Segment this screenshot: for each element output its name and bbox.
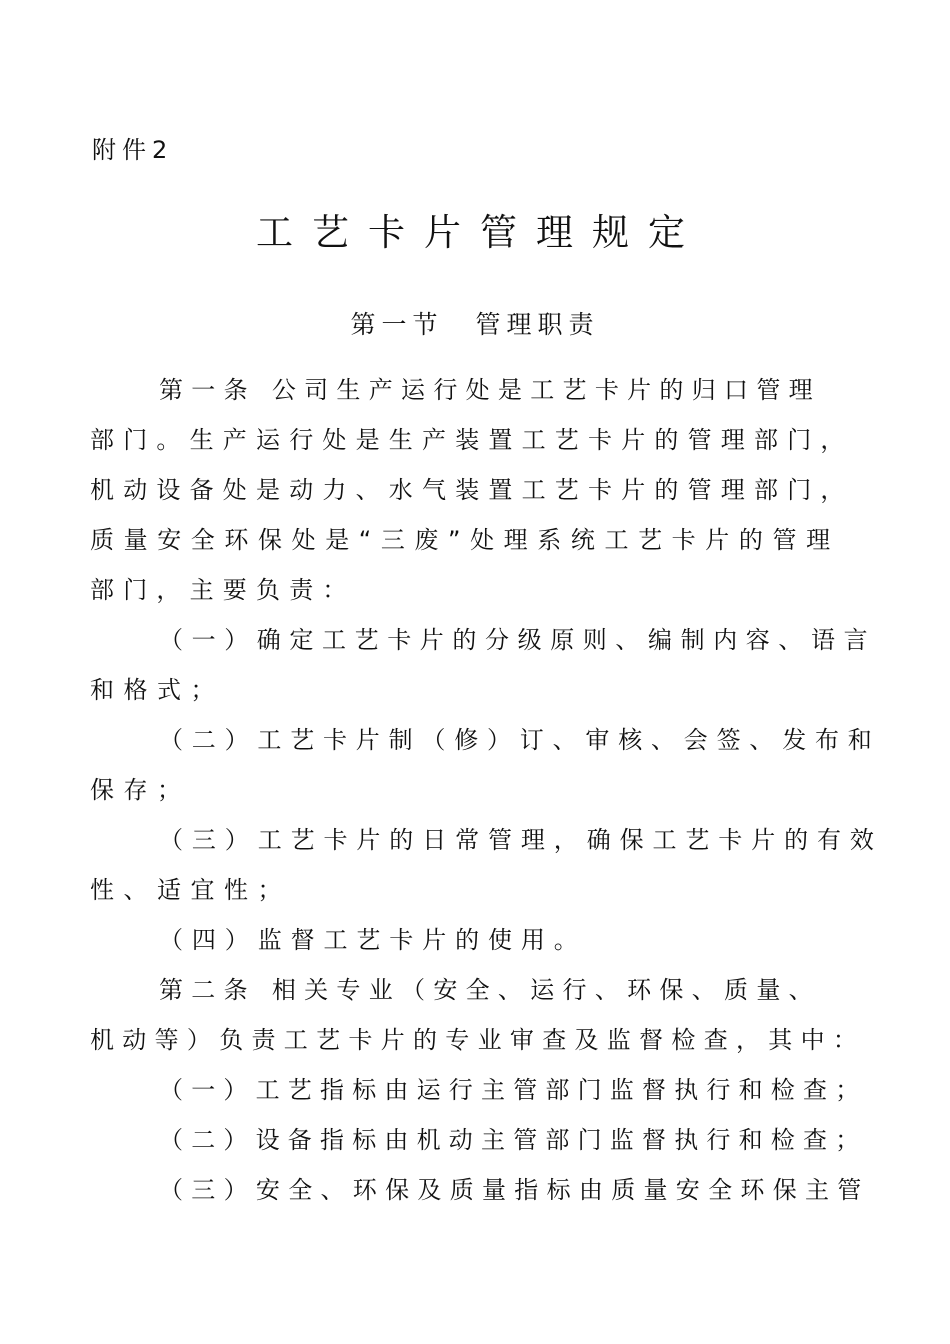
body-line: 机动设备处是动力、水气装置工艺卡片的管理部门，	[90, 476, 854, 504]
attachment-label: 附件2	[92, 136, 174, 164]
section-heading	[0, 306, 950, 344]
body-line: 和格式；	[90, 676, 224, 704]
body-line: （三）安全、环保及质量指标由质量安全环保主管	[159, 1176, 870, 1204]
body-line: 第二条 相关专业（安全、运行、环保、质量、	[159, 976, 821, 1004]
body-line: （二）设备指标由机动主管部门监督执行和检查；	[159, 1126, 868, 1154]
body-line: 部门，主要负责：	[90, 576, 356, 604]
body-line: （四）监督工艺卡片的使用。	[159, 926, 587, 954]
body-line: （一）确定工艺卡片的分级原则、编制内容、语言	[159, 626, 877, 654]
body-line: 性、适宜性；	[90, 876, 291, 904]
body-line: 机动等）负责工艺卡片的专业审查及监督检查，其中：	[90, 1026, 866, 1054]
body-line: （一）工艺指标由运行主管部门监督执行和检查；	[159, 1076, 868, 1104]
section-name: 管理职责	[475, 310, 600, 339]
body-line: （三）工艺卡片的日常管理，确保工艺卡片的有效	[159, 826, 883, 854]
body-line: （二）工艺卡片制（修）订、审核、会签、发布和	[159, 726, 881, 754]
section-number: 第一节	[350, 310, 444, 339]
body-line: 保存；	[90, 776, 191, 804]
body-line: 部门。生产运行处是生产装置工艺卡片的管理部门，	[90, 426, 854, 454]
body-line: 第一条 公司生产运行处是工艺卡片的归口管理	[159, 376, 821, 404]
body-line: 质量安全环保处是“三废”处理系统工艺卡片的管理	[90, 526, 840, 554]
document-title: 工艺卡片管理规定	[256, 211, 704, 254]
